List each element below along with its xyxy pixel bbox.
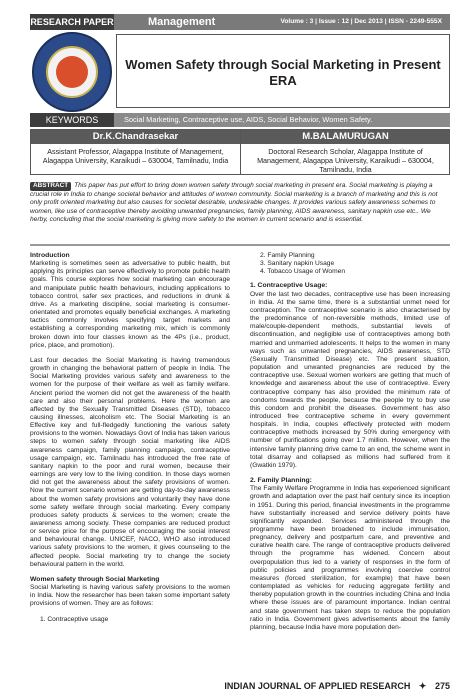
- safety-list: [250, 252, 450, 276]
- paragraph: The Family Welfare Programme in India has experienced significant growth and adaptation over the past half century since its inception in 1951. During this period, financial investments in the programme have substantially increased and service delivery points have significantly expanded. Services administered through the programme have been broadened to include immunisation, pregnancy, delivery and postpartum care, and preventive and curative health care. The range of contraceptive products delivered through the programme has widened. Concern about overpopulation thus led to a variety of responses in the form of public policies and programmes involving coercive control measures (forced sterilization, for example) that have been contemplated as vehicles for reducing aggregate fertility and thereby population growth in the countries including China and India where these issues are of paramount importance. Indian central and state government has taken steps to reduce the population ratio in India. Government gives advertisements about the family planning, because India have more population den-: [250, 485, 450, 631]
- section-heading: 1. Contraceptive Usage:: [250, 282, 328, 290]
- list-item: 3. Sanitary napkin Usage: [260, 260, 335, 268]
- section-heading: Women safety through Social Marketing: [30, 575, 160, 583]
- journal-name: INDIAN JOURNAL OF APPLIED RESEARCH: [224, 681, 411, 691]
- paper-title: Women Safety through Social Marketing in Present ERA: [125, 57, 441, 88]
- star-icon: ✦: [418, 681, 427, 691]
- journal-header: [0, 0, 474, 30]
- paragraph: Last four decades the Social Marketing is having tremendous growth in changing the behavioral pattern of people in India. The Social Marketing provides various safety and awareness to the women for the purpose of their welfare as well as family welfare. Ancient period the women did not get the awareness of the health care and also their personal problems. Here the women are affected by the Sexually Transmitted Diseases (STD), tobacco causing illnesses, alcoholism etc. The Social Marketing is an Effective key and full-fledgedly functioning the various safety provisions to the women. Nowadays Govt of India has taken various steps to women safety through social marketing like AIDS awareness campaign, family planning campaign, contraceptive usage campaign, etc. Tamilnadu has introduced the free rate of sanitary napkin to the poor and rural women, because their earnings are very low to the living condition. In those days women did not get the awareness about the safety provisions of women. Now the current scenario women are getting day-to-day awareness about the women safety provisions and voluntarily they have done some safety welfare through social marketing. Every company produces safety products & services to the women; create the awareness among society. These companies are reduced product or service price for the purpose of encouraging the social interest and behavioural change. UNICEF, NACO, WHO also introduced various safety provisions to the women, it gives counseling to the affected people. Social marketing try to change the society behavioural pattern in the world.: [30, 356, 230, 568]
- title-box: [116, 34, 450, 108]
- author-name: M.BALAMURUGAN: [241, 130, 450, 144]
- volume-info: Volume : 3 | Issue : 12 | Dec 2013 | ISSN - 2249-555X: [280, 18, 442, 25]
- section-divider: [30, 244, 450, 246]
- author-name: Dr.K.Chandrasekar: [31, 130, 240, 144]
- paragraph: Over the last two decades, contraceptive use has been increasing in India. At the same time, there is a substantial unmet need for contraception. The contraceptive scenario is also characterised by the predominance of non-reversible methods, limited use of male/couple-dependent methods, substantial levels of discontinuation, and negligible use of contraceptives among both married and unmarried adolescents. It helps to the women in many ways such as unwanted pregnancies, AIDS awareness, STD (Sexually Transmitted Disease) etc. The present situation, population and unwanted pregnancies are reduced by the contraceptive use. Sexual women workers are getting that much of knowledge and awareness about the use of contraceptive. Every contraceptive company has also provided the minimum rate of condoms towards the people, because the people try to buy use this condom and prohibit the diseases. Government has also introduced free contraceptive scheme in every government hospitals. In India, couples effectively protected with modern contraceptive methods increased by 50% during emergency with number of purifications going over 1.7 million. However, when the intensive family planning drive came to an end, the scheme went in total disarray and collapsed as millions had suffered from it (Gwatkin 1979).: [250, 290, 450, 469]
- page-number: 275: [434, 681, 450, 691]
- research-paper-label: RESEARCH PAPER: [30, 14, 114, 30]
- abstract-label: ABSTRACT: [30, 182, 71, 191]
- author-1: [31, 130, 241, 174]
- list-item: 2. Family Planning: [260, 252, 315, 259]
- abstract-text: This paper has put effort to bring down women safety through social marketing in present era. Social marketing is playing a crucial role in India to change societal behavior and attitudes of women community. Social marketing is a branch of marketing and this is not only profit oriented marketing but also causes for societal desirable, undesirable changes. It provides various safety awareness schemes to women, like use of contraceptive thereby avoiding unwanted pregnancies, family planning, AIDS awareness, sanitary napkin use etc.. We herby, concluding that the social marketing is giving more safety to the women in current scenario and is essential.: [30, 182, 438, 224]
- author-affiliation: Assistant Professor, Alagappa Institute of Management, Alagappa University, Karaikudi – 630004, Tamilnadu, India: [42, 147, 229, 165]
- page-footer: [30, 680, 450, 695]
- authors-box: [30, 129, 450, 175]
- right-column: [250, 252, 450, 639]
- list-item: 4. Tobacco Usage of Women: [260, 268, 346, 276]
- author-affiliation: Doctoral Research Scholar, Alagappa Institute of Management, Alagappa University, Karaikudi – 630004, Tamilnadu, India: [257, 147, 434, 174]
- keywords-label: KEYWORDS: [30, 113, 114, 127]
- list-item: 1. Contraceptive usage: [40, 615, 109, 623]
- section-heading: Introduction: [30, 252, 70, 259]
- author-2: [241, 130, 450, 174]
- abstract: [30, 182, 450, 225]
- section-heading: 2. Family Planning:: [250, 477, 312, 485]
- paragraph: Marketing is sometimes seen as adversative to public health, but applying its principles can serve effectively to promote public health goals. This course explores how social marketing can encourage and manipulate public health behaviours, including applications to tobacco control, safer sex practices, and reductions in drunk & drive. As a marketing discipline, social marketing is consumer-orientated and promotes equally beneficial exchanges. A marketing tactics commonly involves specifying target markets and establishing a corresponding marketing mix, which is commonly broken down into four classes known as the 4Ps (i.e., product, price, place, and promotion).: [30, 260, 230, 349]
- keywords-bar: [30, 113, 450, 127]
- left-column: [30, 252, 230, 630]
- subject-label: Management: [148, 16, 216, 28]
- keywords-text: Social Marketing, Contraceptive use, AIDS, Social Behavior, Women Safety.: [114, 113, 450, 127]
- safety-list: [30, 616, 230, 624]
- journal-seal-logo: [32, 32, 112, 112]
- paragraph: Social Marketing is having various safety provisions to the women in India. Now the researcher has been taken some important safety provisions of women. They are as follows:: [30, 584, 230, 608]
- subject-bar: [114, 14, 450, 30]
